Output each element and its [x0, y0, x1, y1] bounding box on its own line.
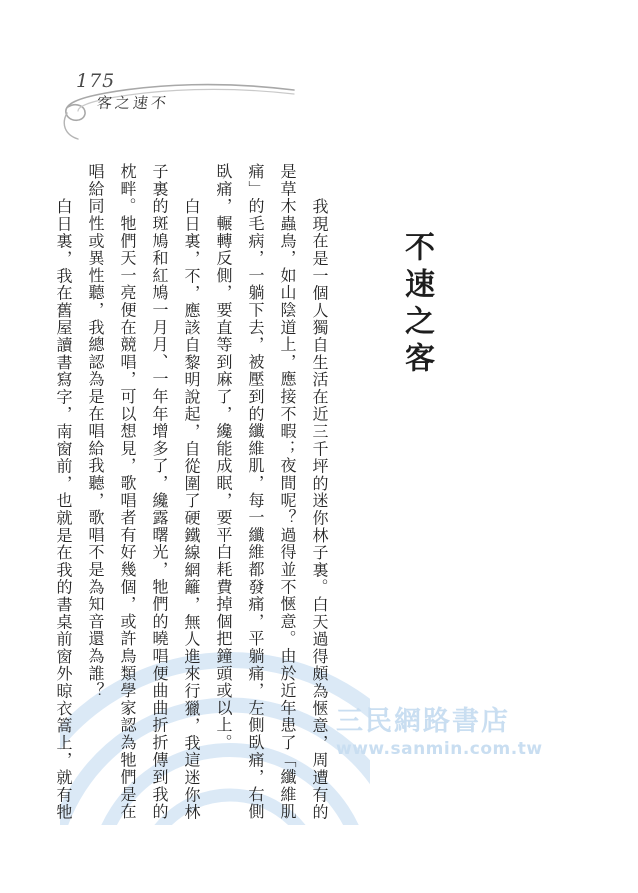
watermark — [336, 704, 543, 759]
page-number: 175 — [76, 70, 116, 92]
paragraph-2: 白日裏，不，應該自黎明說起，自從圍了硬鐵線網籬，無人進來行獵，我這迷你林子裏的斑鳩和紅鳩一月月、一年年增多了，纔露曙光，牠們的曉唱便曲曲折折傳到我的枕畔。牠們天一亮便在競唱，可以想見，歌唱者有好幾個，或許鳥類學家認為牠們是在唱給同性或異性聽，我總認為是在唱給我聽，歌唱不是為知音還為誰？ — [86, 163, 201, 821]
chapter-title: 不速之客 — [399, 231, 434, 379]
body-text — [47, 163, 335, 827]
running-header: 客之速不 — [96, 94, 170, 112]
paragraph-1: 我現在是一個人獨自生活在近三千坪的迷你林子裏。白天過得頗為愜意，周遭有的是草木蟲鳥，如山陰道上，應接不暇；夜間呢？過得並不愜意。由於近年患了「纖維肌痛」的毛病，一躺下去，被壓到的纖維肌，每一纖維都發痛，平躺痛，左側臥痛，右側臥痛，輾轉反側，要直等到麻了，纔能成眠，要平白耗費掉個把鐘頭或以上。 — [214, 163, 329, 821]
watermark-site-name: 三民網路書店 — [336, 706, 510, 737]
watermark-url: www.sanmin.com.tw — [336, 739, 543, 760]
paragraph-3: 白日裏，我在舊屋讀書寫字，南窗前，也就是在我的書桌前窗外晾衣篙上，就有牠 — [54, 198, 73, 821]
